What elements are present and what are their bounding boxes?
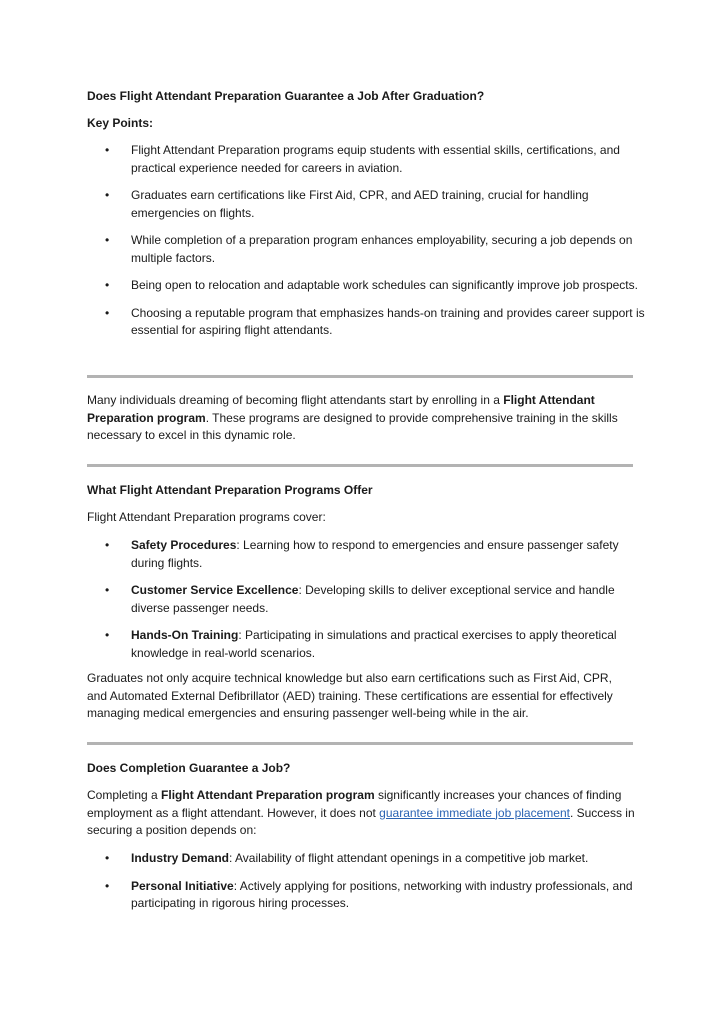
list-item: • Flight Attendant Preparation programs equip students with essential skills, certifications, and practical experience needed for careers in aviation.	[87, 142, 647, 177]
list-item-term: Customer Service Excellence	[131, 583, 299, 597]
list-item-term: Hands-On Training	[131, 628, 239, 642]
completion-text: Completing a	[87, 788, 162, 802]
offer-closing-paragraph: Graduates not only acquire technical knowledge but also earn certifications such as First Aid, CPR, and Automated External Defibrillator (AED) training. These certifications are essential for effectively managing medical emergencies and ensuring passenger well-being while in the air.	[87, 671, 613, 720]
list-item: • Choosing a reputable program that emphasizes hands-on training and provides career support is essential for aspiring flight attendants.	[87, 305, 647, 340]
list-item-term: Personal Initiative	[131, 878, 234, 893]
key-points-list	[87, 142, 647, 340]
section-divider	[87, 464, 633, 467]
intro-paragraph	[87, 392, 635, 445]
completion-list	[87, 850, 647, 913]
intro-text-end: . These programs are designed to provide comprehensive training in the skills necessary to excel in this dynamic role.	[87, 410, 618, 442]
list-item	[87, 582, 647, 617]
list-item-term: Safety Procedures	[131, 538, 237, 552]
list-item-text: : Learning how to respond to emergencies and ensure passenger safety during flights.	[131, 538, 619, 570]
list-item-text: : Actively applying for positions, networking with industry professionals, and participating in rigorous hiring processes.	[131, 878, 633, 910]
list-item	[87, 537, 647, 572]
list-item-text: : Developing skills to deliver exceptional service and handle diverse passenger needs.	[131, 583, 615, 615]
list-item	[87, 627, 647, 662]
completion-text-end: . Success in securing a position depends on:	[87, 805, 635, 837]
offer-lead: Flight Attendant Preparation programs cover:	[87, 510, 326, 524]
section-divider	[87, 375, 633, 378]
list-item	[87, 878, 647, 913]
list-item: • While completion of a preparation program enhances employability, securing a job depends on multiple factors.	[87, 232, 647, 267]
completion-text-mid: significantly increases your chances of finding employment as a flight attendant. However, it does not	[87, 788, 622, 820]
list-item: • Being open to relocation and adaptable work schedules can significantly improve job prospects.	[87, 277, 647, 295]
list-item: • Graduates earn certifications like First Aid, CPR, and AED training, crucial for handling emergencies on flights.	[87, 187, 647, 222]
list-item-text: : Participating in simulations and practical exercises to apply theoretical knowledge in real-world scenarios.	[131, 628, 617, 660]
document-title: Does Flight Attendant Preparation Guarantee a Job After Graduation?	[87, 89, 485, 103]
completion-bold-program: Flight Attendant Preparation program	[161, 788, 375, 802]
section-divider	[87, 742, 633, 745]
completion-heading: Does Completion Guarantee a Job?	[87, 761, 291, 775]
list-item-term: Industry Demand	[131, 851, 230, 865]
offer-list	[87, 537, 647, 662]
list-item	[87, 850, 647, 868]
list-item-text: : Availability of flight attendant openings in a competitive job market.	[229, 851, 589, 865]
intro-bold-program: Flight Attendant Preparation program	[87, 393, 595, 425]
intro-text: Many individuals dreaming of becoming flight attendants start by enrolling in a	[87, 393, 504, 407]
job-placement-link[interactable]: guarantee immediate job placement	[379, 805, 570, 820]
offer-heading: What Flight Attendant Preparation Programs Offer	[87, 483, 373, 497]
key-points-heading: Key Points:	[87, 116, 154, 130]
completion-paragraph	[87, 787, 635, 840]
